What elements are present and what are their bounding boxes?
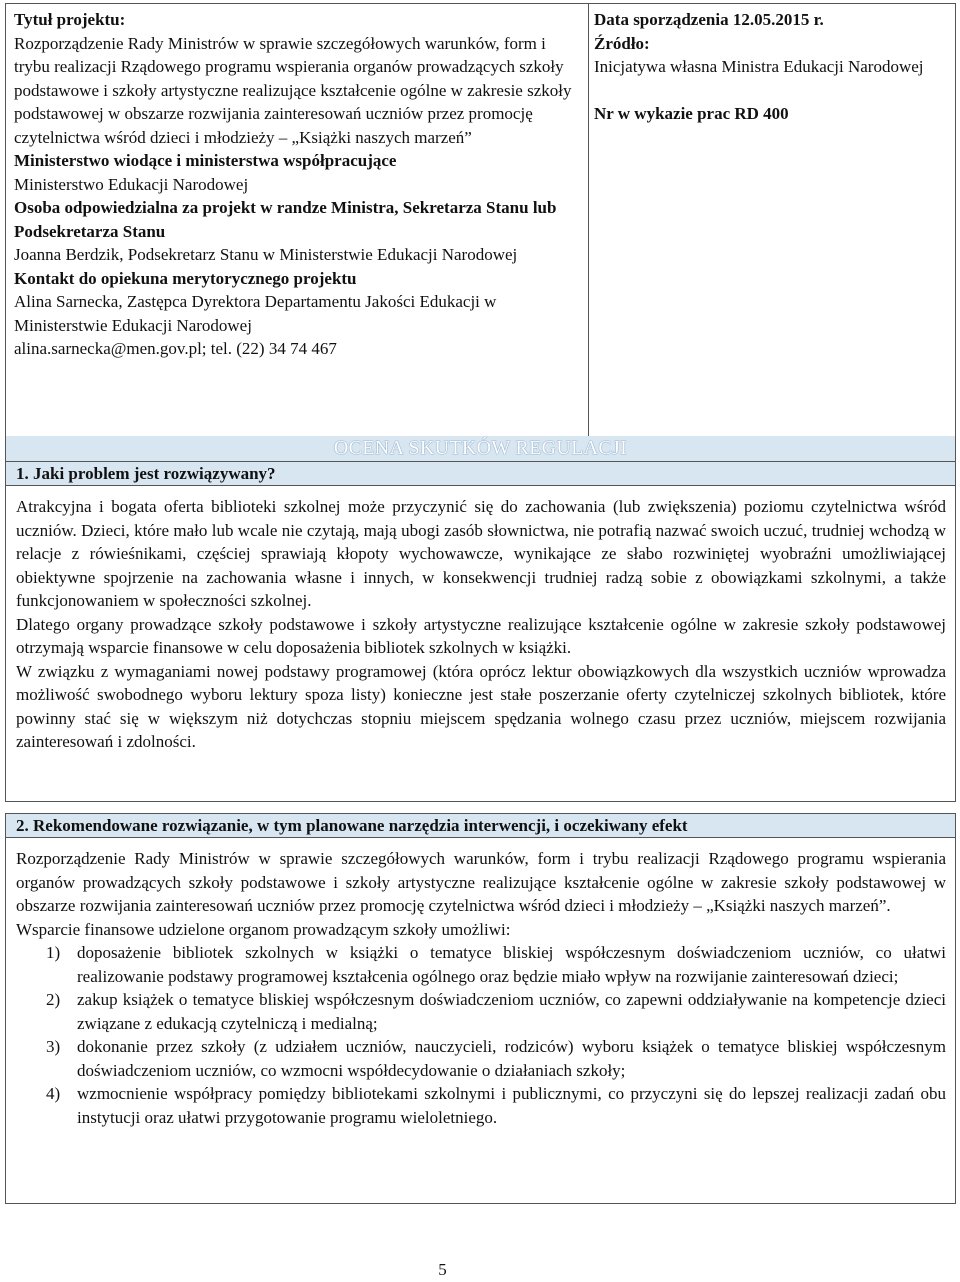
title-label: Tytuł projektu: xyxy=(14,10,126,29)
benefits-list xyxy=(16,941,946,1129)
section1-paragraph: W związku z wymaganiami nowej podstawy programowej (która oprócz lektur obowiązkowych dla wszystkich uczniów wprowadza możliwość swobodnego wyboru lektury spoza listy) konieczne jest stałe poszerzanie oferty czytelniczej szkolnych bibliotek, które powinny stać się w większym niż dotychczas stopniu miejscem spędzania wolnego czasu przez uczniów, miejscem rozwijania zainteresowań i zdolności. xyxy=(16,661,946,751)
list-item-text: zakup książek o tematyce bliskiej współczesnym doświadczeniom uczniów, co zapewni oddziaływanie na kompetencje dzieci związane z edukacją czytelniczą i medialną; xyxy=(77,990,946,1033)
section2-body xyxy=(5,838,956,1204)
page-number: 5 xyxy=(438,1260,447,1279)
header-table xyxy=(5,3,956,437)
ministry-value: Ministerstwo Edukacji Narodowej xyxy=(14,174,249,194)
section1-paragraph: Dlatego organy prowadzące szkoły podstawowe i szkoły artystyczne realizujące kształcenie ogólne w zakresie szkoły podstawowej otrzymają wsparcie finansowe w celu doposażenia bibliotek szkolnych w książki. xyxy=(16,614,946,657)
section1-header xyxy=(5,461,956,486)
section2-intro: Rozporządzenie Rady Ministrów w sprawie szczegółowych warunków, form i trybu realizacji Rządowego programu wspierania organów prowadzących szkoły podstawowe i szkoły artystyczne realizujące kształcenie ogólne w zakresie szkoły podstawowej w obszarze rozwijania zainteresowań uczniów przez promocję czytelnictwa wśród dzieci i młodzieży – „Książki naszych marzeń”. xyxy=(16,849,946,915)
section2-lead: Wsparcie finansowe udzielone organom prowadzącym szkoły umożliwi: xyxy=(16,919,511,939)
responsible-value: Joanna Berdzik, Podsekretarz Stanu w Ministerstwie Edukacji Narodowej xyxy=(14,245,518,264)
section1-paragraph: Atrakcyjna i bogata oferta biblioteki szkolnej może przyczynić się do zachowania (lub zwiększenia) poziomu czytelnictwa wśród uczniów. Dzieci, które mało lub wcale nie czytają, mają ubogi zasób słownictwa, nie potrafią nazwać swoich uczuć, trudniej wchodzą w relacje z rówieśnikami, częściej sprawiają kłopoty wychowawcze, wynikające ze słabo rozwiniętej wyobraźni umożliwiającej obiektywne spojrzenie na zachowania własne i innych, w konsekwencji trudniej radzą sobie z obowiązkami szkolnymi, a także funkcjonowaniem w społeczności szkolnej. xyxy=(16,497,946,610)
osr-banner xyxy=(5,436,956,461)
list-item xyxy=(16,1035,946,1082)
section1-heading: 1. Jaki problem jest rozwiązywany? xyxy=(16,464,276,483)
list-item-number: 3) xyxy=(46,1037,61,1056)
header-left-column xyxy=(14,8,579,361)
list-item-text: dokonanie przez szkoły (z udziałem uczniów, nauczycieli, rodziców) wyboru książek o tematyce bliskiej współczesnym doświadczeniom uczniów, co wzmocni współdecydowanie o działaniach szkoły; xyxy=(77,1037,946,1080)
list-item-number: 1) xyxy=(46,943,61,962)
ministry-label: Ministerstwo wiodące i ministerstwa współpracujące xyxy=(14,151,397,170)
list-item xyxy=(16,1082,946,1129)
column-divider xyxy=(588,4,589,436)
source-label: Źródło: xyxy=(594,33,650,53)
list-item-text: wzmocnienie współpracy pomiędzy bibliotekami szkolnymi i publicznymi, co przyczyni się do lepszej realizacji zadań obu instytucji oraz ułatwi przygotowanie programu wieloletniego. xyxy=(77,1084,946,1127)
section2-header xyxy=(5,813,956,838)
date-prepared: Data sporządzenia 12.05.2015 r. xyxy=(594,10,824,29)
list-item-number: 4) xyxy=(46,1084,61,1103)
list-number: Nr w wykazie prac RD 400 xyxy=(594,104,789,123)
contact-label: Kontakt do opiekuna merytorycznego projektu xyxy=(14,268,357,288)
responsible-label: Osoba odpowiedzialna za projekt w randze Ministra, Sekretarza Stanu lub Podsekretarza Stanu xyxy=(14,198,557,241)
list-item-text: doposażenie bibliotek szkolnych w książki o tematyce bliskiej współczesnym doświadczeniom uczniów, co ułatwi realizowanie podstawy programowej kształcenia ogólnego oraz będzie miało wpływ na rozwijanie zainteresowań dzieci; xyxy=(77,943,946,986)
section1-body xyxy=(5,486,956,802)
list-item xyxy=(16,941,946,988)
title-value: Rozporządzenie Rady Ministrów w sprawie szczegółowych warunków, form i trybu realizacji Rządowego programu wspierania organów prowadzących szkoły podstawowe i szkoły artystyczne realizujące kształcenie ogólne w zakresie szkoły podstawowej w obszarze rozwijania zainteresowań uczniów przez promocję czytelnictwa wśród dzieci i młodzieży – „Książki naszych marzeń” xyxy=(14,33,572,147)
osr-banner-text: OCENA SKUTKÓW REGULACJI xyxy=(333,437,628,459)
spacer xyxy=(594,79,949,103)
section2-heading: 2. Rekomendowane rozwiązanie, w tym planowane narzędzia interwencji, i oczekiwany efekt xyxy=(16,816,688,835)
contact-value: Alina Sarnecka, Zastępca Dyrektora Departamentu Jakości Edukacji w Ministerstwie Edukacji Narodowej xyxy=(14,292,497,335)
header-right-column xyxy=(594,8,949,126)
list-item-number: 2) xyxy=(46,990,61,1009)
list-item xyxy=(16,988,946,1035)
contact-email-phone: alina.sarnecka@men.gov.pl; tel. (22) 34 74 467 xyxy=(14,339,337,358)
source-value: Inicjatywa własna Ministra Edukacji Narodowej xyxy=(594,57,924,76)
